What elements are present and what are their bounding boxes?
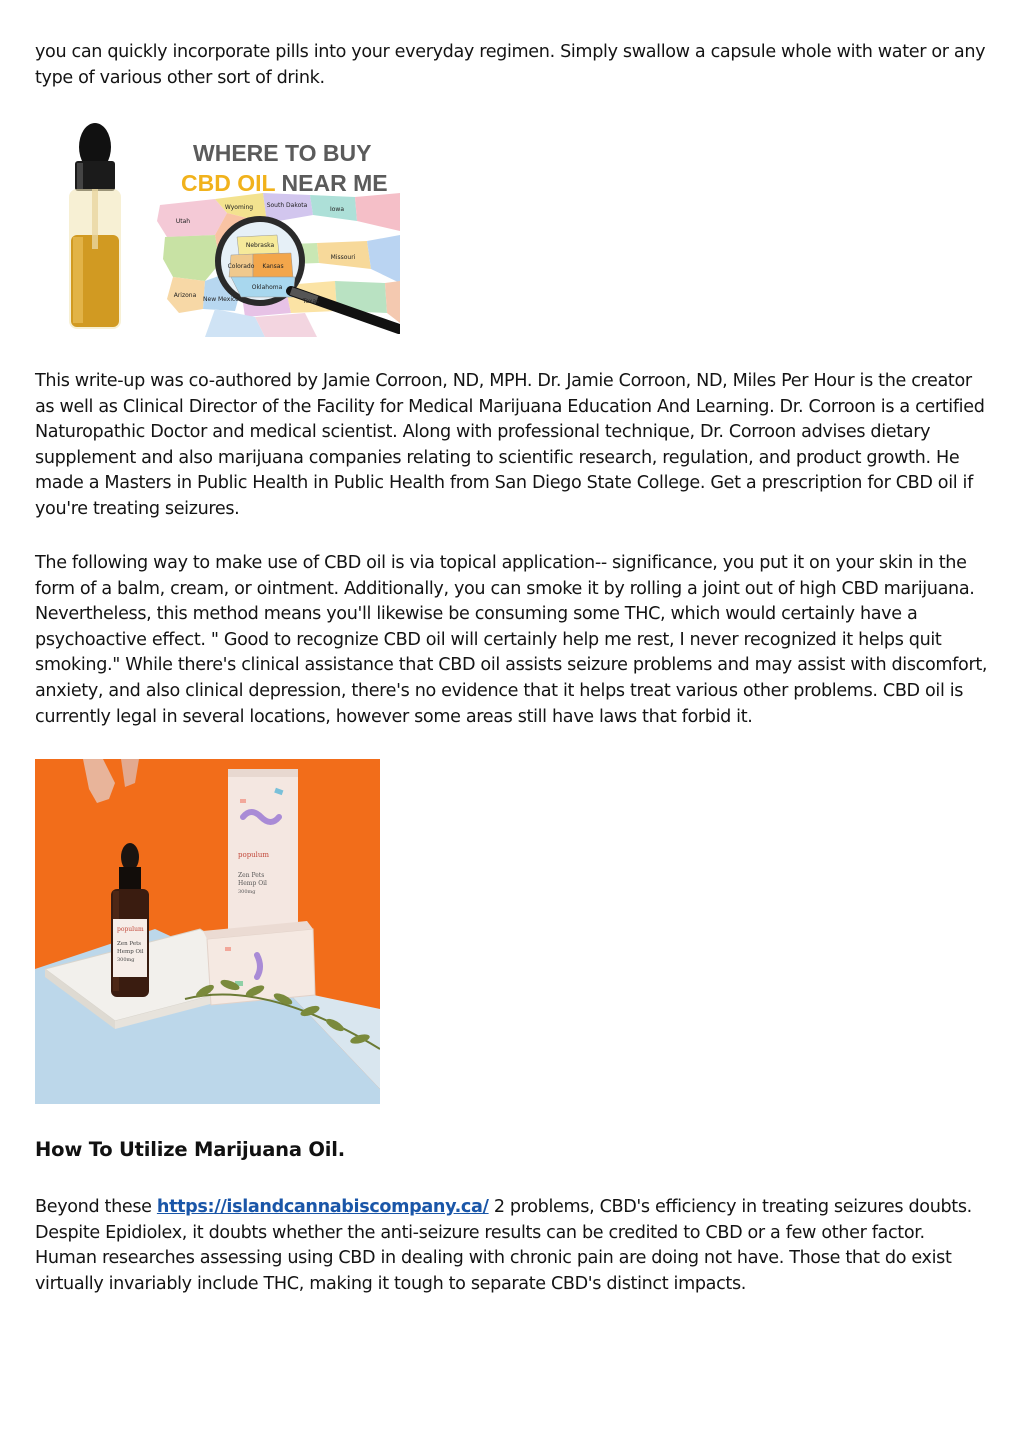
- beyond-paragraph: [35, 1195, 990, 1297]
- map-label-new-mexico: New Mexico: [203, 296, 239, 303]
- beyond-text-after: 2 problems, CBD's efficiency in treating seizures doubts. Despite Epidiolex, it doubts whether the anti-seizure results can be credited to CBD or a few other factor. Human researches assessing using CBD in dealing with chronic pain are doing not have. Those that do exist virtually invariably include THC, making it tough to separate CBD's distinct impacts.: [35, 1197, 972, 1294]
- bottle-label-line1: Zen Pets: [117, 941, 142, 947]
- cbd-oil-bottle-icon: [69, 123, 121, 329]
- map-label-colorado: Colorado: [227, 263, 255, 270]
- beyond-text-before: Beyond these: [35, 1197, 157, 1217]
- where-to-buy-cbd-image: [55, 113, 400, 337]
- methods-paragraph: The following way to make use of CBD oil is via topical application-- significance, you put it on your skin in the form of a balm, cream, or ointment. Additionally, you can smoke it by rolling a joint out of high CBD marijuana. Nevertheless, this method means you'll likewise be consuming some THC, which would certainly have a psychoactive effect. " Good to recognize CBD oil will certainly help me rest, I never recognized it helps quit smoking." While there's clinical assistance that CBD oil assists seizure problems and may assist with discomfort, anxiety, and also clinical depression, there's no evidence that it helps treat various other problems. CBD oil is currently legal in several locations, however some areas still have laws that forbid it.: [35, 553, 988, 727]
- map-label-oklahoma: Oklahoma: [251, 284, 283, 291]
- map-label-utah: Utah: [175, 218, 191, 225]
- box-label-line2: Hemp Oil: [238, 880, 267, 887]
- intro-paragraph: you can quickly incorporate pills into your everyday regimen. Simply swallow a capsule whole with water or any type of various other sort of drink.: [35, 42, 986, 88]
- bottle-label-line2: Hemp Oil: [117, 949, 144, 955]
- bottle-brand: populum: [117, 926, 144, 933]
- box-label-line1: Zen Pets: [238, 872, 265, 879]
- bottle-label-line3: 300mg: [117, 957, 135, 963]
- map-label-arizona: Arizona: [173, 292, 197, 299]
- headline-highlight: CBD OIL: [181, 170, 276, 196]
- author-paragraph: This write-up was co-authored by Jamie Corroon, ND, MPH. Dr. Jamie Corroon, ND, Miles Per Hour is the creator as well as Clinical Director of the Facility for Medical Marijuana Education And Learning. Dr. Corroon is a certified Naturopathic Doctor and medical scientist. Along with professional technique, Dr. Corroon advises dietary supplement and also marijuana companies relating to scientific research, regulation, and product growth. He made a Masters in Public Health in Public Health from San Diego State College. Get a prescription for CBD oil if you're treating seizures.: [35, 371, 985, 519]
- map-label-south-dakota: South Dakota: [266, 202, 308, 209]
- box-brand: populum: [238, 851, 270, 859]
- map-label-iowa: Iowa: [329, 206, 345, 213]
- headline-rest: NEAR ME: [275, 170, 388, 196]
- headline-line2: [181, 170, 388, 196]
- map-label-texas: Texas: [302, 298, 320, 305]
- map-label-wyoming: Wyoming: [224, 204, 254, 211]
- headline-line1: WHERE TO BUY: [193, 140, 372, 166]
- box-label-line3: 300mg: [238, 889, 256, 895]
- map-label-nebraska: Nebraska: [245, 242, 275, 249]
- map-label-missouri: Missouri: [330, 254, 356, 261]
- section-heading: How To Utilize Marijuana Oil.: [35, 1138, 345, 1161]
- island-cannabis-link[interactable]: https://islandcannabiscompany.ca/: [156, 1197, 489, 1217]
- hemp-oil-product-photo: [35, 759, 380, 1104]
- map-label-kansas: Kansas: [262, 263, 284, 270]
